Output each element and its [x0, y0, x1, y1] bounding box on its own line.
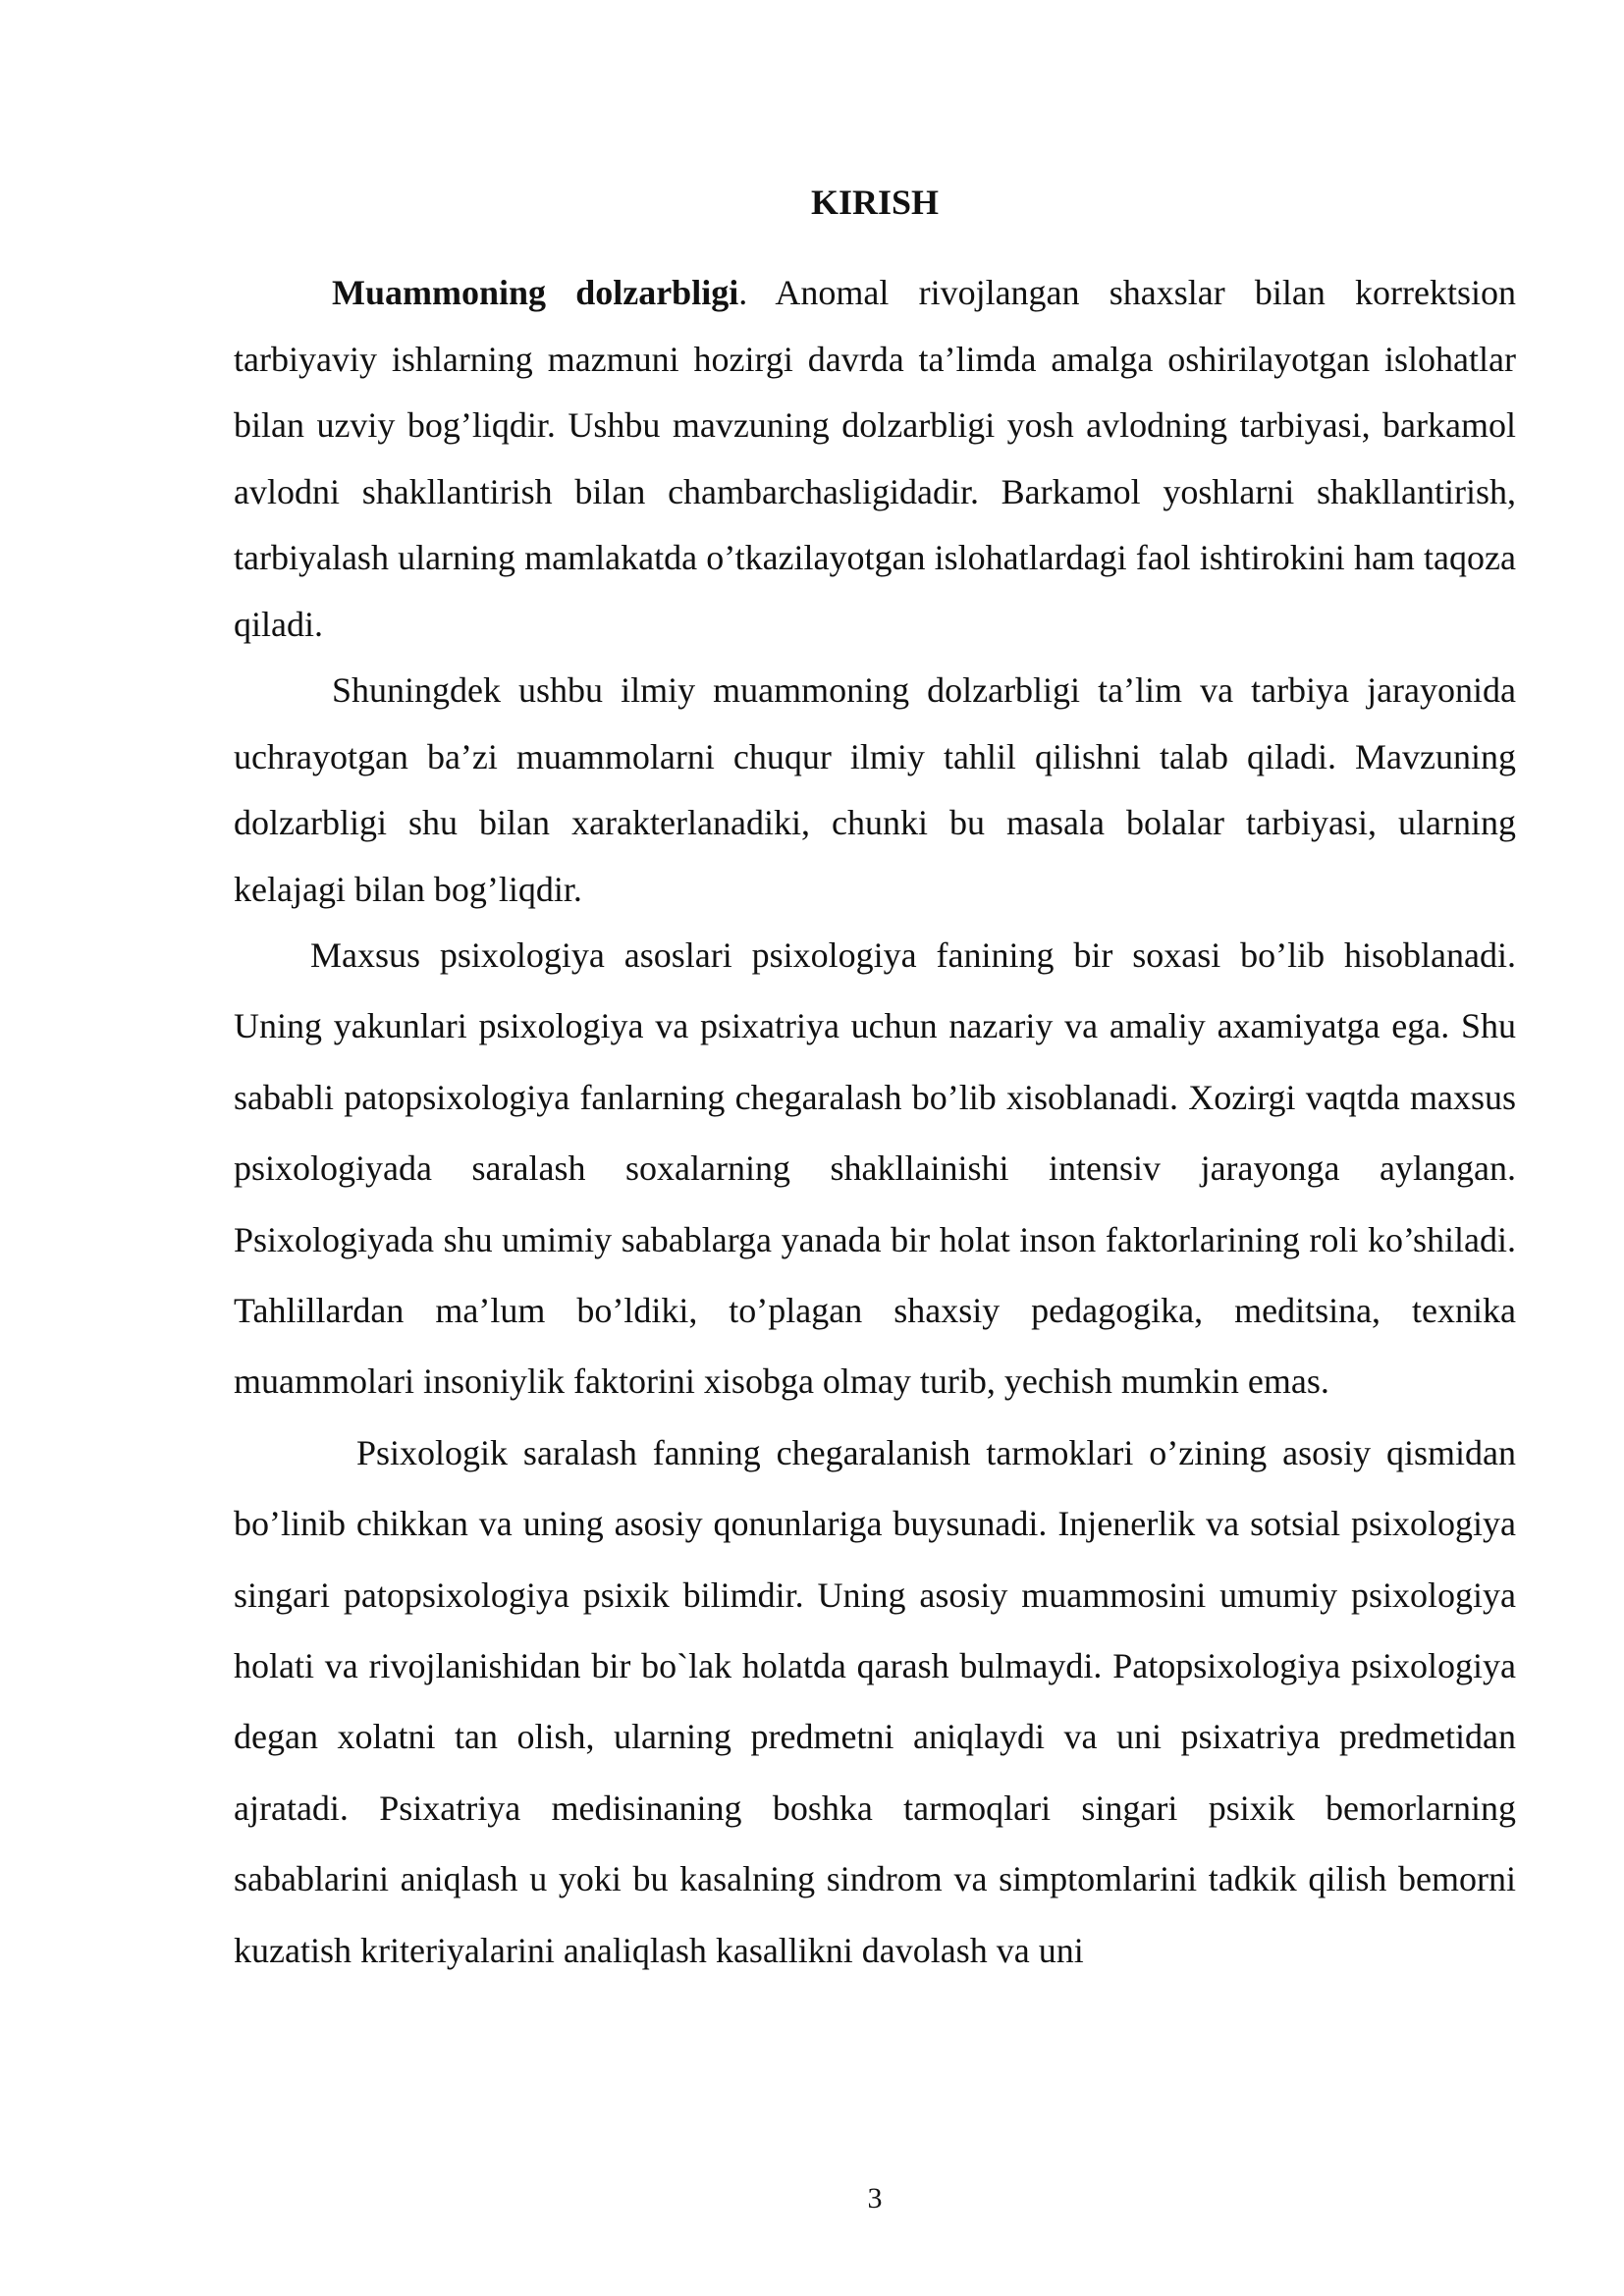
paragraph-problem: [234, 658, 1516, 923]
body-text-group: [234, 920, 1516, 1986]
paragraph-lead: Muammoning dolzarbligi: [332, 273, 739, 312]
paragraph-text: . Anomal rivojlangan shaxslar bilan korrektsion tarbiyaviy ishlarning mazmuni hozirgi davrda ta’limda amalga oshirilayotgan islohatlar bilan uzviy bog’liqdir. Ushbu mavzuning dolzarbligi yosh avlodning tarbiyasi, barkamol avlodni shakllantirish bilan chambarchasligidadir. Barkamol yoshlarni shakllantirish, tarbiyalash ularning mamlakatda o’tkazilayotgan islohatlardagi faol ishtirokini ham taqoza qiladi.: [234, 273, 1516, 644]
paragraph-special-psychology: Maxsus psixologiya asoslari psixologiya fanining bir soxasi bo’lib hisoblanadi. Uning yakunlari psixologiya va psixatriya uchun nazariy va amaliy axamiyatga ega. Shu sababli patopsixologiya fanlarning chegaralash bo’lib xisoblanadi. Xozirgi vaqtda maxsus psixologiyada saralash soxalarning shakllainishi intensiv jarayonga aylangan. Psixologiyada shu umimiy sabablarga yanada bir holat inson faktorlarining roli ko’shiladi. Tahlillardan ma’lum bo’ldiki, to’plagan shaxsiy pedagogika, meditsina, texnika muammolari insoniylik faktorini xisobga olmay turib, yechish mumkin emas.: [234, 935, 1516, 1402]
page-title: KIRISH: [810, 183, 940, 223]
paragraph-text: Shuningdek ushbu ilmiy muammoning dolzarbligi ta’lim va tarbiya jarayonida uchrayotgan ba’zi muammolarni chuqur ilmiy tahlil qilishni talab qiladi. Mavzuning dolzarbligi shu bilan xarakterlanadiki, chunki bu masala bolalar tarbiyasi, ularning kelajagi bilan bog’liqdir.: [234, 670, 1516, 909]
page-number: 3: [867, 2182, 883, 2215]
paragraph-relevance: [234, 260, 1516, 658]
paragraph-psychological-selection: Psixologik saralash fanning chegaralanish tarmoklari o’zining asosiy qismidan bo’linib chikkan va uning asosiy qonunlariga buysunadi. Injenerlik va sotsial psixologiya singari patopsixologiya psixik bilimdir. Uning asosiy muammosini umumiy psixologiya holati va rivojlanishidan bir bo`lak holatda qarash bulmaydi. Patopsixologiya psixologiya degan xolatni tan olish, ularning predmetni aniqlaydi va uni psixatriya predmetidan ajratadi. Psixatriya medisinaning boshka tarmoqlari singari psixik bemorlarning sabablarini aniqlash u yoki bu kasalning sindrom va simptomlarini tadkik qilish bemorni kuzatish kriteriyalarini analiqlash kasallikni davolash va uni: [234, 1432, 1516, 1970]
